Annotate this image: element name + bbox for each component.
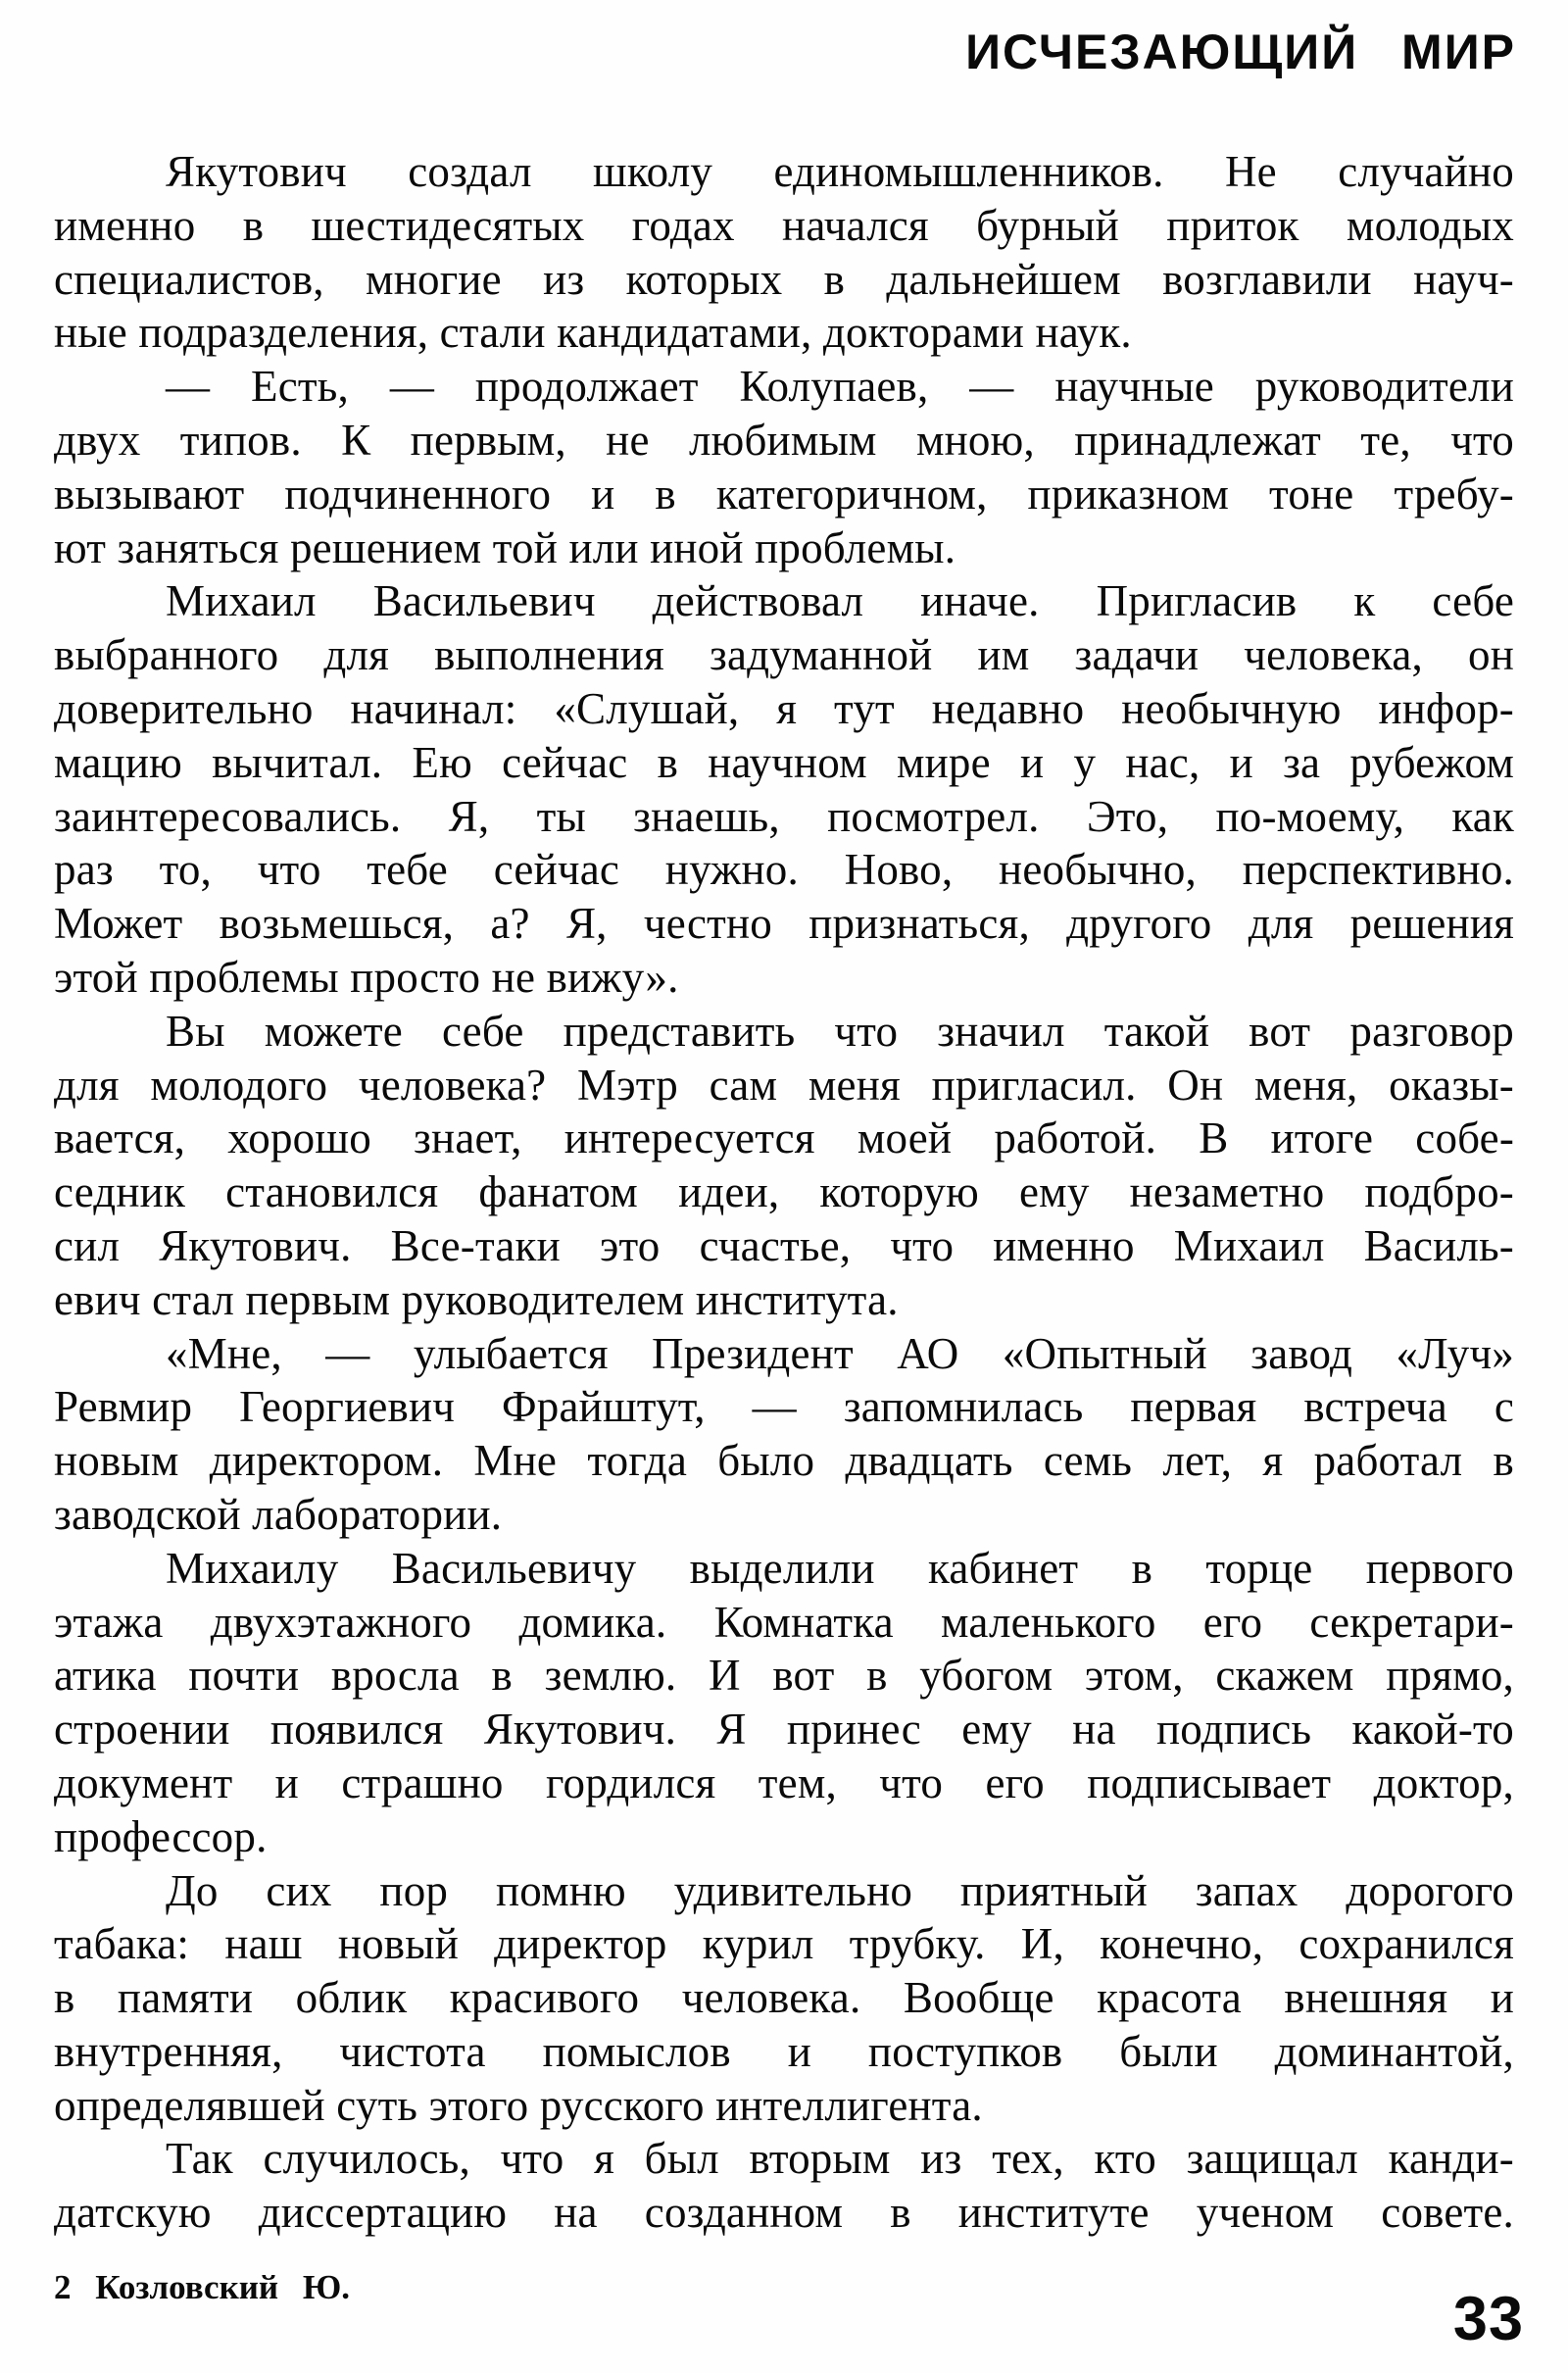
paragraph bbox=[54, 1542, 1514, 1864]
text-line: выбранного для выполнения задуманной им задачи человека, он bbox=[54, 630, 1514, 680]
text-line: Якутович создал школу единомышленников. Не случайно bbox=[166, 147, 1514, 196]
paragraph bbox=[54, 1005, 1514, 1327]
text-line: для молодого человека? Мэтр сам меня пригласил. Он меня, оказы- bbox=[54, 1060, 1514, 1110]
running-header: ИСЧЕЗАЮЩИЙ МИР bbox=[965, 25, 1516, 79]
text-line: датскую диссертацию на созданном в институте ученом совете. bbox=[54, 2188, 1514, 2238]
text-line: этажа двухэтажного домика. Комнатка маленького его секретари- bbox=[54, 1597, 1514, 1647]
text-line: вызывают подчиненного и в категоричном, приказном тоне требу- bbox=[54, 469, 1514, 519]
paragraph bbox=[54, 1864, 1514, 2133]
text-line: Вы можете себе представить что значил такой вот разговор bbox=[166, 1006, 1514, 1056]
text-line: «Мне, — улыбается Президент АО «Опытный завод «Луч» bbox=[166, 1328, 1514, 1378]
text-line: заинтересовались. Я, ты знаешь, посмотрел. Это, по-моему, как bbox=[54, 791, 1514, 841]
text-line: ют заняться решением той или иной проблемы. bbox=[54, 522, 956, 572]
text-line: раз то, что тебе сейчас нужно. Ново, необычно, перспективно. bbox=[54, 845, 1514, 895]
text-line: атика почти вросла в землю. И вот в убогом этом, скажем прямо, bbox=[54, 1651, 1514, 1701]
body-text bbox=[54, 145, 1514, 2240]
text-line: строении появился Якутович. Я принес ему на подпись какой-то bbox=[54, 1705, 1514, 1755]
text-line: Может возьмешься, а? Я, честно признаться, другого для решения bbox=[54, 899, 1514, 949]
text-line: определявшей суть этого русского интеллигента. bbox=[54, 2080, 983, 2130]
text-line: Михаилу Васильевичу выделили кабинет в торце первого bbox=[166, 1543, 1514, 1593]
text-line: Михаил Васильевич действовал иначе. Пригласив к себе bbox=[166, 576, 1514, 626]
text-line: двух типов. К первым, не любимым мною, принадлежат те, что bbox=[54, 415, 1514, 465]
text-line: — Есть, — продолжает Колупаев, — научные руководители bbox=[166, 362, 1514, 412]
text-line: Ревмир Георгиевич Фрайштут, — запомнилась первая встреча с bbox=[54, 1382, 1514, 1432]
paragraph bbox=[54, 574, 1514, 1004]
text-line: вается, хорошо знает, интересуется моей работой. В итоге собе- bbox=[54, 1113, 1514, 1163]
text-line: в памяти облик красивого человека. Вообще красота внешняя и bbox=[54, 1973, 1514, 2023]
text-line: ные подразделения, стали кандидатами, докторами наук. bbox=[54, 308, 1132, 358]
text-line: седник становился фанатом идеи, которую ему незаметно подбро- bbox=[54, 1167, 1514, 1217]
text-line: табака: наш новый директор курил трубку. И, конечно, сохранился bbox=[54, 1919, 1514, 1969]
paragraph bbox=[54, 2132, 1514, 2240]
signature-mark: 2 Козловский Ю. bbox=[54, 2268, 350, 2306]
paragraph bbox=[54, 360, 1514, 574]
text-line: специалистов, многие из которых в дальнейшем возглавили науч- bbox=[54, 254, 1514, 304]
text-line: Так случилось, что я был вторым из тех, кто защищал канди- bbox=[166, 2134, 1514, 2184]
text-line: сил Якутович. Все-таки это счастье, что именно Михаил Василь- bbox=[54, 1220, 1514, 1270]
page-number: 33 bbox=[1452, 2285, 1524, 2353]
text-line: документ и страшно гордился тем, что его подписывает доктор, bbox=[54, 1757, 1514, 1807]
text-line: доверительно начинал: «Слушай, я тут недавно необычную инфор- bbox=[54, 683, 1514, 733]
paragraph bbox=[54, 1327, 1514, 1542]
text-line: новым директором. Мне тогда было двадцать семь лет, я работал в bbox=[54, 1436, 1514, 1486]
text-line: До сих пор помню удивительно приятный запах дорогого bbox=[166, 1865, 1514, 1915]
text-line: заводской лаборатории. bbox=[54, 1489, 503, 1539]
text-line: профессор. bbox=[54, 1811, 268, 1861]
text-line: мацию вычитал. Ею сейчас в научном мире и у нас, и за рубежом bbox=[54, 737, 1514, 787]
text-line: внутренняя, чистота помыслов и поступков были доминантой, bbox=[54, 2026, 1514, 2076]
text-line: этой проблемы просто не вижу». bbox=[54, 952, 679, 1002]
text-line: евич стал первым руководителем института. bbox=[54, 1274, 899, 1324]
text-line: именно в шестидесятых годах начался бурный приток молодых bbox=[54, 200, 1514, 250]
paragraph bbox=[54, 145, 1514, 360]
